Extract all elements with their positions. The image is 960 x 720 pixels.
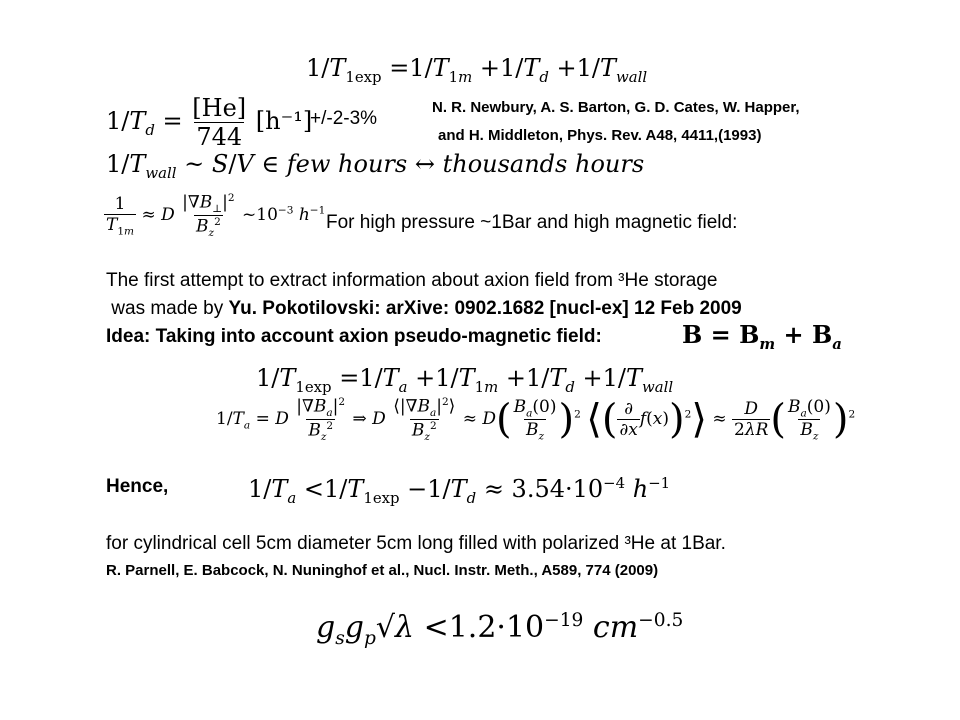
equation-axion-bound-rate: $1/T_a <1/T_{1exp} -1/T_d \approx 3.54\cdot 10^{-4}$ $h^{-1}$ [248, 474, 671, 507]
equation-diffusion-rate: $1/T_d$ = $\frac{[He]}{744}$ [h⁻¹] [106, 94, 313, 151]
fraction-denominator: 744 [196, 123, 243, 151]
equation-relaxation-sum: $1/T_{1exp} =1/T_{1m} +1/T_d +1/T_{wall}$ [306, 54, 648, 86]
high-pressure-note: For high pressure ~1Bar and high magnetic field: [326, 212, 738, 233]
paragraph-first-attempt [106, 270, 717, 292]
equation-gradient-relaxation: $\frac{1}{T_{1m}}$ ≈ D $\frac{|\nabla B_\perp|^2}{B_z^2}$ $\sim 10^{-3}$ $h^{-1}$ [106, 192, 326, 240]
equation-coupling-limit: $g_sg_p√\lambda <1.2\cdot 10^{-19}$ $cm^{-0.5}$ [316, 610, 684, 649]
fraction-numerator: [He] [192, 94, 247, 122]
fraction [190, 94, 248, 151]
paragraph-pokotilovski [106, 298, 742, 320]
uncertainty-note: +/-2-3% [310, 108, 378, 129]
equation-total-field: $B = B_m + B_a$ [682, 320, 842, 353]
first-attempt-line: The first attempt to extract information about axion field from ³He storage [106, 270, 718, 291]
equation-axion-relaxation: $1/T_a = D$ $\frac{|\nabla B_a|^2}{B_z^2}$ ⇒ D $\frac{⟨|\nabla B_a|^2⟩}{B_z^2}$ ≈ D( $\frac{B_a(0)}{B_z}$ )$^2$ ⟨( $\frac{\partial}{\partial x}$ f(x))$^2$⟩ ≈ $\frac{D}{2\lambda R}$ ( $\frac{B_a(0)}{B_z}$ )$^2$ [216, 396, 856, 444]
pokotilovski-citation: Yu. Pokotilovski: arXive: 0902.1682 [nucl-ex] 12 Feb 2009 [228, 298, 742, 319]
hence-label: Hence, [106, 476, 169, 497]
reference-parnell: R. Parnell, E. Babcock, N. Nuninghof et al., Nucl. Instr. Meth., A589, 774 (2009) [106, 562, 659, 579]
equation-wall-relaxation: $1/T_{wall}$ ~ S/V ∈ few hours ↔ thousands hours [106, 150, 645, 182]
equation-unit: [h⁻¹] [255, 107, 313, 135]
cell-description: for cylindrical cell 5cm diameter 5cm long filled with polarized ³He at 1Bar. [106, 533, 726, 554]
idea-line: Idea: Taking into account axion pseudo-magnetic field: [106, 326, 602, 347]
equation-relaxation-with-axion: $1/T_{1exp} =1/T_a +1/T_{1m} +1/T_d +1/T_{wall}$ [256, 364, 674, 396]
reference-newbury-line2: and H. Middleton, Phys. Rev. A48, 4411,(1993) [438, 127, 762, 144]
pokotilovski-prefix: was made by [106, 298, 229, 319]
reference-newbury-line1: N. R. Newbury, A. S. Barton, G. D. Cates, W. Happer, [432, 99, 800, 116]
